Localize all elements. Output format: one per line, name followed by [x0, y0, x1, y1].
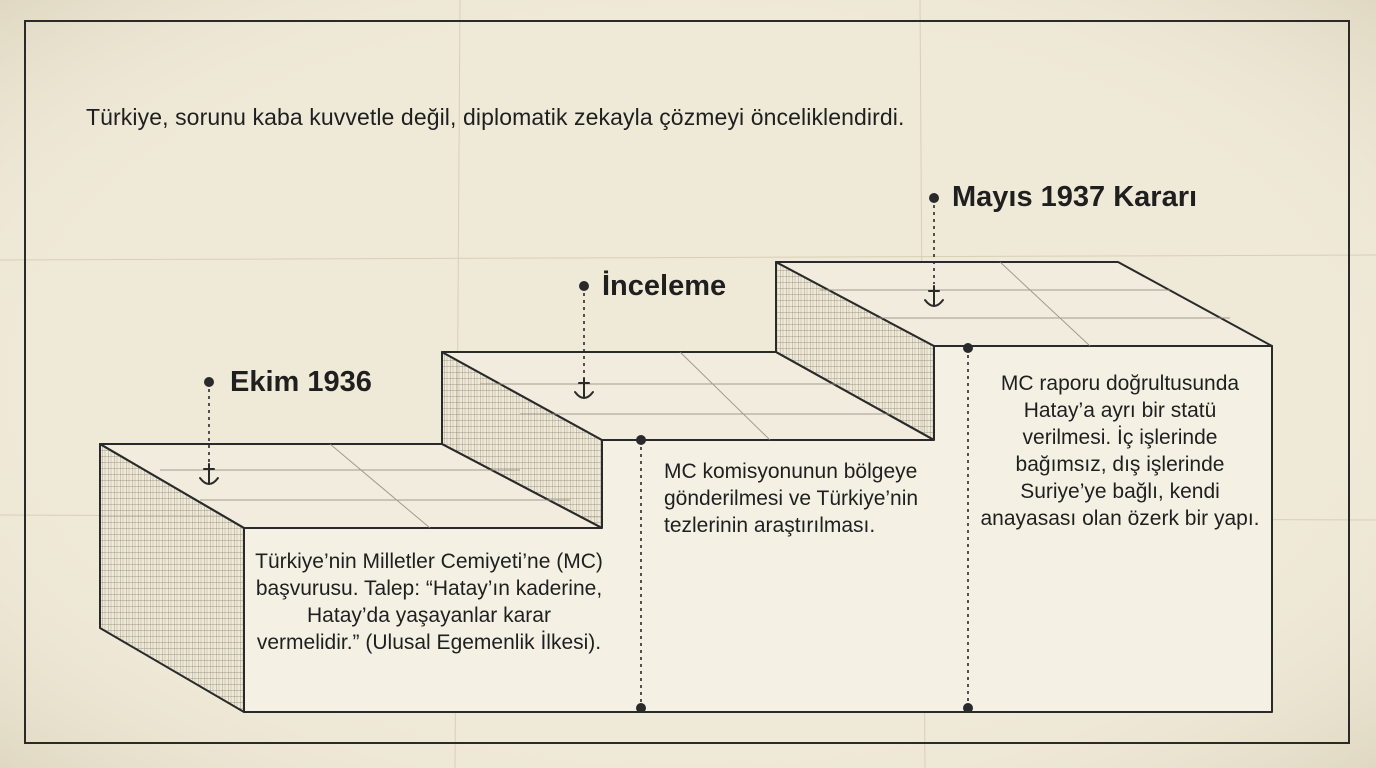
pin-dot-icon	[929, 193, 939, 203]
step-2-description: MC komisyonunun bölgeye gönderilmesi ve Türkiye’nin tezlerinin araştırılması.	[664, 460, 919, 537]
step-2-label: İnceleme	[602, 270, 727, 302]
subtitle: Türkiye, sorunu kaba kuvvetle değil, diplomatik zekayla çözmeyi önceliklendirdi.	[86, 104, 905, 130]
pin-dot-icon	[636, 435, 646, 445]
pin-dot-icon	[963, 703, 973, 713]
step-1-description: Türkiye’nin Milletler Cemiyeti’ne (MC) başvurusu. Talep: “Hatay’ın kaderine, Hatay’da yaşayanlar karar vermelidir.” (Ulusal Egemenlik İlkesi).	[255, 550, 603, 654]
pin-dot-icon	[579, 281, 589, 291]
pin-dot-icon	[204, 377, 214, 387]
step-1-label: Ekim 1936	[230, 366, 372, 398]
step-3-description: MC raporu doğrultusunda Hatay’a ayrı bir statü verilmesi. İç işlerinde bağımsız, dış işlerinde Suriye’ye bağlı, kendi anayasası olan özerk bir yapı.	[980, 372, 1260, 530]
pin-dot-icon	[636, 703, 646, 713]
pin-dot-icon	[963, 343, 973, 353]
step-3-label: Mayıs 1937 Kararı	[952, 181, 1198, 213]
